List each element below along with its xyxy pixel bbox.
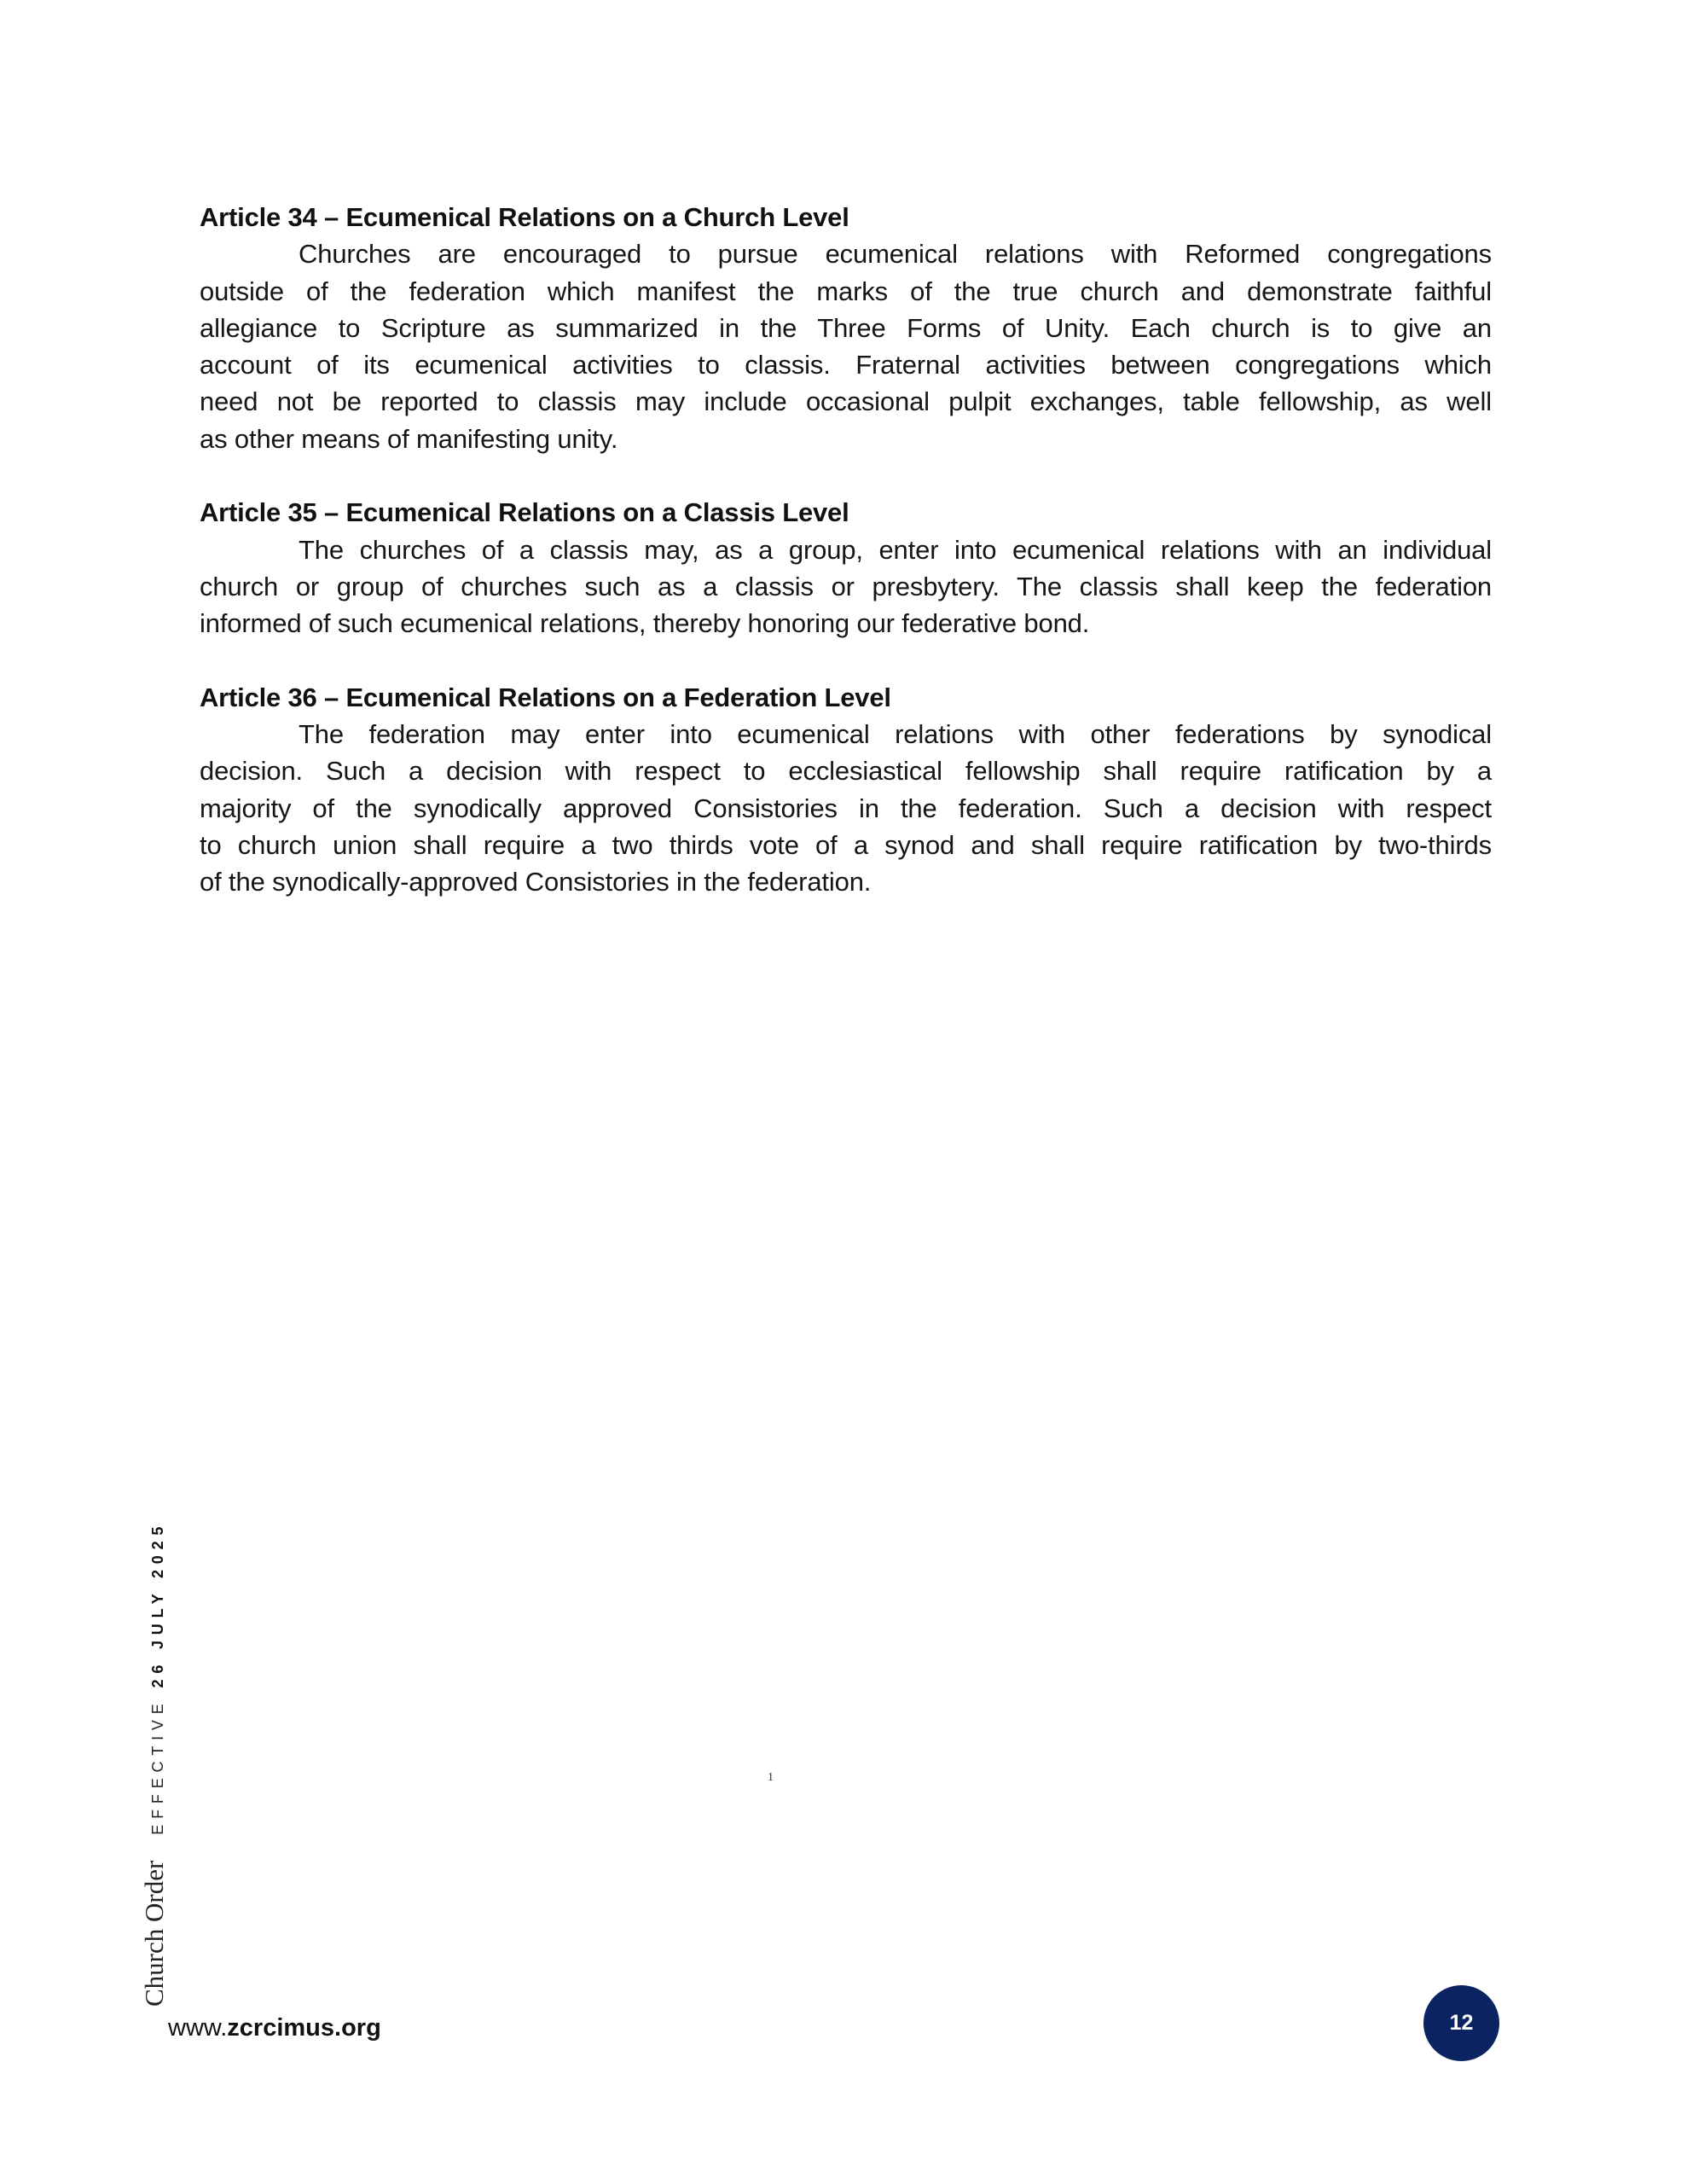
paragraph-line: Churches are encouraged to pursue ecumenical relations with Reformed congregations (299, 239, 1492, 270)
paragraph-line: church or group of churches such as a classis or presbytery. The classis shall keep the federation (200, 571, 1492, 601)
document-title: Church Order (139, 1860, 169, 2007)
paragraph-line: of the synodically-approved Consistories in the federation. (200, 867, 872, 897)
website-domain: zcrcimus.org (227, 2014, 381, 2042)
article-heading: Article 36 – Ecumenical Relations on a Federation Level (200, 682, 891, 712)
paragraph-line: need not be reported to classis may include occasional pulpit exchanges, table fellowship, as well (200, 386, 1492, 417)
article-heading: Article 35 – Ecumenical Relations on a Classis Level (200, 497, 849, 528)
page-number: 12 (1449, 2011, 1474, 2035)
article-34 (200, 199, 1492, 457)
paragraph-line: allegiance to Scripture as summarized in the Three Forms of Unity. Each church is to give an (200, 312, 1492, 343)
paragraph-line: decision. Such a decision with respect to ecclesiastical fellowship shall require ratification by a (200, 756, 1492, 787)
page-mark: 1 (768, 1771, 774, 1784)
article-35 (200, 494, 1492, 642)
document-body (200, 199, 1492, 938)
paragraph-line: to church union shall require a two thirds vote of a synod and shall require ratification by two-thirds (200, 830, 1492, 861)
effective-date: 26 JULY 2025 (149, 1520, 166, 1688)
page-number-badge (1423, 1985, 1499, 2061)
paragraph-line: outside of the federation which manifest the marks of the true church and demonstrate faithful (200, 276, 1492, 306)
sidebar-label (139, 1520, 169, 2007)
paragraph-line: The federation may enter into ecumenical relations with other federations by synodical (299, 719, 1492, 750)
paragraph-line: majority of the synodically approved Consistories in the federation. Such a decision with respect (200, 793, 1492, 823)
effective-label: EFFECTIVE (149, 1698, 166, 1835)
paragraph-line: as other means of manifesting unity. (200, 423, 618, 454)
website-prefix: www. (168, 2014, 228, 2042)
article-heading: Article 34 – Ecumenical Relations on a Church Level (200, 202, 849, 232)
article-36 (200, 679, 1492, 901)
paragraph-line: account of its ecumenical activities to classis. Fraternal activities between congregations which (200, 350, 1492, 380)
paragraph-line: The churches of a classis may, as a group, enter into ecumenical relations with an individual (299, 534, 1492, 565)
website-link[interactable] (168, 2014, 381, 2042)
paragraph-line: informed of such ecumenical relations, thereby honoring our federative bond. (200, 608, 1090, 639)
